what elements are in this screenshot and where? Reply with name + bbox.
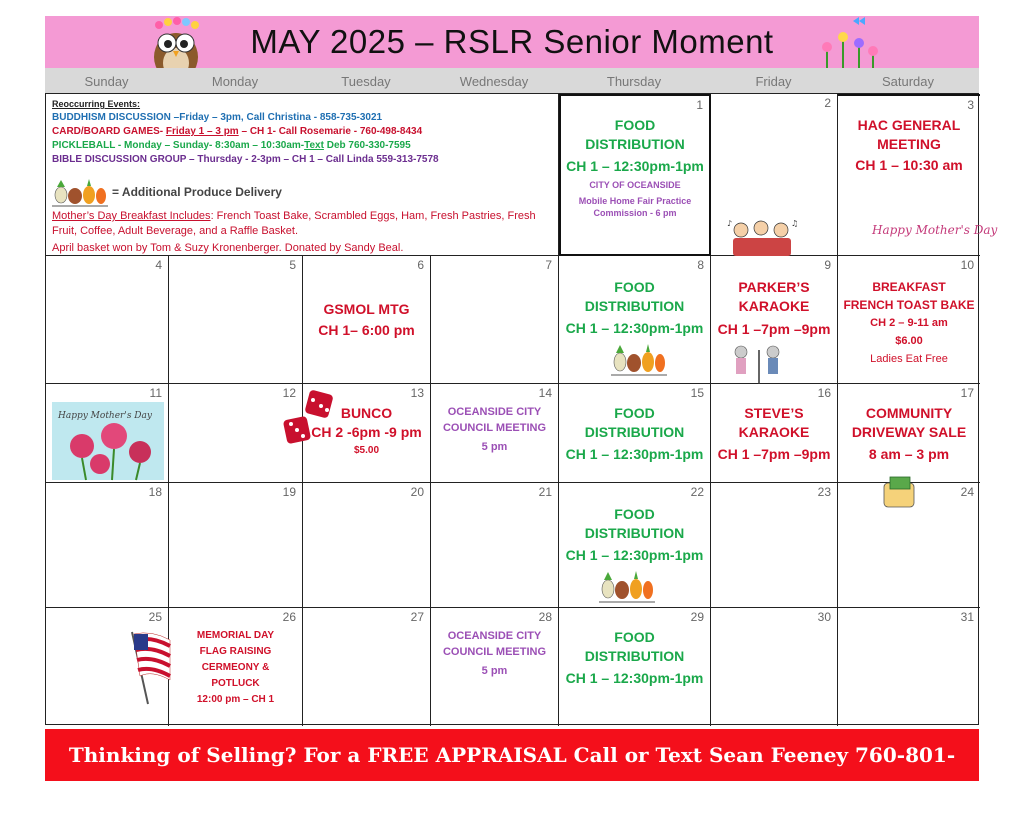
event-food-time: CH 1 – 12:30pm-1pm	[566, 158, 704, 174]
event-food-time: CH 1 – 12:30pm-1pm	[565, 670, 704, 686]
day-header	[45, 68, 979, 93]
event-food-subtitle: DISTRIBUTION	[584, 525, 685, 541]
event-breakfast-subtitle: FRENCH TOAST BAKE	[843, 298, 975, 312]
date-number: 12	[282, 386, 296, 400]
day-cell-2[interactable]	[711, 94, 838, 256]
event-council-time: 5 pm	[481, 665, 508, 677]
footer-banner	[45, 729, 979, 819]
mothers-script-text: Happy Mother's Day	[58, 411, 152, 421]
mothers-day-note	[52, 209, 552, 239]
day-cell-5[interactable]	[169, 256, 303, 384]
event-bunco-time: CH 2 -6pm -9 pm	[311, 424, 422, 440]
event-sale-time: 8 am – 3 pm	[868, 446, 950, 462]
cards-text-a: CARD/BOARD GAMES-	[52, 126, 166, 137]
day-cell-6[interactable]	[303, 256, 431, 384]
lily-flowers-image	[52, 402, 164, 480]
pickleball-line	[52, 139, 552, 153]
pickle-text-b: Text	[304, 140, 324, 151]
day-cell-7[interactable]	[431, 256, 559, 384]
title-bar	[45, 16, 979, 68]
day-cell-18[interactable]	[46, 483, 169, 608]
date-number: 5	[289, 258, 296, 272]
event-oceanside-commission: CITY OF OCEANSIDE	[589, 180, 681, 190]
pickle-text-a: PICKLEBALL - Monday – Sunday- 8:30am – 10:30am-	[52, 140, 305, 151]
day-cell-4[interactable]	[46, 256, 169, 384]
recurring-events-panel	[46, 94, 559, 256]
day-cell-13[interactable]	[303, 384, 431, 483]
produce-legend	[52, 177, 552, 207]
date-number: 27	[410, 610, 424, 624]
date-number: 4	[155, 258, 162, 272]
day-cell-24[interactable]	[838, 483, 980, 608]
date-number: 16	[817, 386, 831, 400]
day-cell-1[interactable]	[559, 94, 711, 256]
event-commission-detail: Mobile Home Fair Practice Commission - 6 pm	[578, 196, 692, 218]
event-steves-time: CH 1 –7pm –9pm	[717, 446, 831, 462]
event-food-subtitle: DISTRIBUTION	[585, 136, 685, 152]
produce-text: = Additional Produce Delivery	[112, 185, 282, 199]
event-sale-subtitle: DRIVEWAY SALE	[851, 424, 967, 440]
mothers-script-text: Happy Mother's Day	[872, 223, 998, 237]
date-number: 9	[824, 258, 831, 272]
date-number: 22	[690, 485, 704, 499]
day-monday: Monday	[211, 74, 259, 89]
event-sale-title: COMMUNITY	[865, 405, 953, 421]
day-cell-31[interactable]	[838, 608, 980, 726]
event-food-subtitle: DISTRIBUTION	[584, 424, 685, 440]
date-number: 17	[960, 386, 974, 400]
day-friday: Friday	[755, 74, 792, 89]
event-council-title: OCEANSIDE CITY	[447, 630, 542, 642]
day-cell-26[interactable]	[169, 608, 303, 726]
event-bunco-title: BUNCO	[340, 405, 393, 421]
dancing-couple-icon	[723, 344, 795, 384]
vegetables-icon	[52, 177, 108, 207]
basket-note: April basket won by Tom & Suzy Kronenberger. Donated by Sandy Beal.	[52, 242, 404, 254]
event-memorial-title: MEMORIAL DAY	[196, 630, 275, 641]
bible-line: BIBLE DISCUSSION GROUP – Thursday - 2-3pm – CH 1 – Call Linda 559-313-7578	[52, 154, 439, 165]
date-number: 21	[538, 485, 552, 499]
day-tuesday: Tuesday	[341, 74, 391, 89]
event-food-time: CH 1 – 12:30pm-1pm	[565, 446, 704, 462]
date-number: 3	[967, 98, 974, 112]
dice-icon	[281, 388, 337, 448]
date-number: 20	[410, 485, 424, 499]
event-memorial-time: 12:00 pm – CH 1	[196, 694, 275, 705]
event-food-subtitle: DISTRIBUTION	[584, 298, 685, 314]
event-food-time: CH 1 – 12:30pm-1pm	[565, 547, 704, 563]
buddhism-line: BUDDHISM DISCUSSION –Friday – 3pm, Call Christina - 858-735-3021	[52, 112, 383, 123]
footer-text: Thinking of Selling? For a FREE APPRAISAL Call or Text Sean Feeney 760-801-6912	[68, 743, 956, 819]
event-steves-title: STEVE’S	[744, 405, 804, 421]
event-council-subtitle: COUNCIL MEETING	[442, 646, 547, 658]
event-memorial-potluck: POTLUCK	[211, 678, 260, 689]
event-food-title: FOOD	[614, 117, 656, 133]
event-food-title: FOOD	[614, 506, 655, 522]
day-cell-9[interactable]	[711, 256, 838, 384]
event-food-subtitle: DISTRIBUTION	[584, 648, 685, 664]
date-number: 28	[538, 610, 552, 624]
day-cell-20[interactable]	[303, 483, 431, 608]
event-breakfast-title: BREAKFAST	[872, 280, 946, 294]
event-bunco-price: $5.00	[353, 445, 380, 456]
event-food-time: CH 1 – 12:30pm-1pm	[565, 320, 704, 336]
day-cell-30[interactable]	[711, 608, 838, 726]
date-number: 30	[817, 610, 831, 624]
date-number: 15	[690, 386, 704, 400]
event-council-subtitle: COUNCIL MEETING	[442, 422, 547, 434]
day-cell-10[interactable]	[838, 256, 980, 384]
day-thursday: Thursday	[606, 74, 662, 89]
event-gsmol-title: GSMOL MTG	[323, 301, 410, 317]
event-memorial-subtitle: FLAG RAISING	[199, 646, 272, 657]
mothers-text-b: : French Toast Bake, Scrambled Eggs, Ham, Fresh Pastries, Fresh Fruit, Coffee, Adult Beverage, and a Raffle Basket.	[52, 210, 536, 237]
american-flag-icon	[126, 628, 172, 704]
date-number: 13	[410, 386, 424, 400]
event-food-title: FOOD	[614, 279, 655, 295]
date-number: 26	[282, 610, 296, 624]
event-parkers-subtitle: KARAOKE	[738, 298, 810, 314]
day-cell-17[interactable]	[838, 384, 980, 483]
mothers-text-a: Mother’s Day Breakfast Includes	[52, 210, 211, 222]
event-council-time: 5 pm	[481, 441, 508, 453]
event-breakfast-note: Ladies Eat Free	[870, 353, 948, 365]
day-cell-28[interactable]	[431, 608, 559, 726]
cards-text-c: – CH 1- Call Rosemarie - 760-498-8434	[238, 126, 423, 137]
day-cell-11[interactable]	[46, 384, 169, 483]
date-number: 19	[282, 485, 296, 499]
karaoke-singers-icon	[725, 218, 799, 256]
event-gsmol-time: CH 1– 6:00 pm	[318, 322, 415, 338]
date-number: 8	[697, 258, 704, 272]
event-breakfast-price: $6.00	[895, 335, 923, 347]
date-number: 1	[696, 98, 703, 112]
svg-text:♪: ♪	[727, 219, 733, 228]
day-cell-25[interactable]	[46, 608, 169, 726]
event-parkers-title: PARKER’S	[738, 279, 810, 295]
happy-mothers-day-script	[868, 220, 998, 260]
day-cell-29[interactable]	[559, 608, 711, 726]
date-number: 11	[149, 386, 162, 400]
vegetables-icon	[599, 567, 655, 603]
day-sunday: Sunday	[84, 74, 129, 89]
day-cell-22[interactable]	[559, 483, 711, 608]
recurring-heading: Reoccurring Events:	[52, 99, 141, 109]
day-wednesday: Wednesday	[459, 74, 529, 89]
date-number: 7	[545, 258, 552, 272]
cards-line	[52, 125, 552, 139]
date-number: 31	[960, 610, 974, 624]
event-breakfast-time: CH 2 – 9-11 am	[870, 317, 948, 329]
event-memorial-ceremony: CERMEONY &	[201, 662, 270, 673]
vegetables-icon	[611, 340, 667, 376]
date-number: 2	[824, 96, 831, 110]
date-number: 25	[148, 610, 162, 624]
day-cell-23[interactable]	[711, 483, 838, 608]
event-food-title: FOOD	[614, 405, 655, 421]
date-number: 18	[148, 485, 162, 499]
event-food-title: FOOD	[614, 629, 655, 645]
date-number: 23	[817, 485, 831, 499]
date-number: 14	[538, 386, 552, 400]
day-cell-8[interactable]	[559, 256, 711, 384]
date-number: 29	[690, 610, 704, 624]
event-hac-time: CH 1 – 10:30 am	[855, 157, 963, 173]
event-parkers-time: CH 1 –7pm –9pm	[717, 321, 831, 337]
money-hand-icon	[880, 477, 920, 511]
day-cell-19[interactable]	[169, 483, 303, 608]
day-saturday: Saturday	[881, 74, 935, 89]
svg-text:♫: ♫	[791, 219, 799, 228]
calendar-grid	[45, 93, 998, 725]
day-cell-3[interactable]	[838, 94, 998, 256]
day-cell-21[interactable]	[431, 483, 559, 608]
pickle-text-c: Deb 760-330-7595	[323, 140, 411, 151]
day-cell-16[interactable]	[711, 384, 838, 483]
event-steves-subtitle: KARAOKE	[738, 424, 810, 440]
event-hac-subtitle: MEETING	[877, 136, 941, 152]
event-hac-title: HAC GENERAL	[857, 117, 961, 133]
day-cell-14[interactable]	[431, 384, 559, 483]
date-number: 24	[960, 485, 974, 499]
event-council-title: OCEANSIDE CITY	[447, 406, 542, 418]
date-number: 6	[417, 258, 424, 272]
day-cell-27[interactable]	[303, 608, 431, 726]
cards-text-b: Friday 1 – 3 pm	[165, 126, 239, 137]
date-number: 10	[960, 258, 974, 272]
day-cell-15[interactable]	[559, 384, 711, 483]
page-title: MAY 2025 – RSLR Senior Moment	[250, 23, 774, 60]
